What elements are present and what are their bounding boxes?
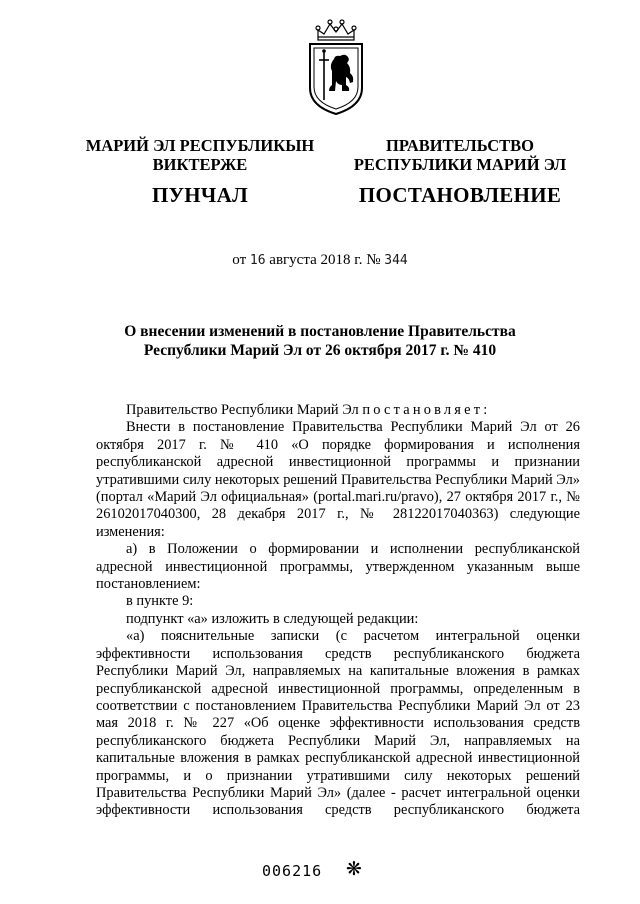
intro-verb: постановляет: <box>362 402 491 418</box>
header-right-line1: ПРАВИТЕЛЬСТВО <box>386 136 534 155</box>
coat-of-arms-icon <box>300 14 372 118</box>
date-month-year: августа 2018 г. № <box>269 252 381 268</box>
header-right <box>330 136 590 205</box>
document-title <box>100 322 540 360</box>
title-line2: Республики Марий Эл от 26 октября 2017 г. № 410 <box>143 342 497 359</box>
document-body <box>96 402 580 820</box>
title-line1: О внесении изменений в постановление Правительства <box>124 323 516 340</box>
header-left-doc-type: ПУНЧАЛ <box>151 183 249 207</box>
header-right-doc-type: ПОСТАНОВЛЕНИЕ <box>358 183 562 207</box>
date-prefix: от <box>232 252 247 268</box>
snowflake-mark-icon: ❋ <box>346 858 362 880</box>
paragraph-4: подпункт «а» изложить в следующей редакции: <box>126 610 419 627</box>
header-right-line2: РЕСПУБЛИКИ МАРИЙ ЭЛ <box>353 155 567 174</box>
intro-paragraph <box>96 402 580 419</box>
serial-number: 006216 <box>262 862 323 880</box>
date-line <box>0 252 640 269</box>
header-left <box>60 136 340 205</box>
document-number: 344 <box>384 253 408 268</box>
header-left-line1: МАРИЙ ЭЛ РЕСПУБЛИКЫН <box>85 136 315 155</box>
header-left-line2: ВИКТЕРЖЕ <box>152 155 248 174</box>
paragraph-5: «а) пояснительные записки (с расчетом интегральной оценки эффективности использования средств республиканского бюджета Республики Марий Эл, направляемых на капитальные вложения в рамках республиканской адресной инвестиционной программы, определенным в соответствии с постановлением Правительства Республики Марий Эл от 23 мая 2018 г. № 227 «Об оценке эффективности использования средств республиканского бюджета Республики Марий Эл, направляемых на капитальные вложения в рамках республиканской адресной инвестиционной программы, и о признании утратившими силу некоторых решений Правительства Республики Марий Эл» (далее - расчет интегральной оценки эффективности использования средств республиканского бюджета <box>96 628 580 819</box>
paragraph-3: в пункте 9: <box>126 593 194 610</box>
paragraph-1: Внести в постановление Правительства Республики Марий Эл от 26 октября 2017 г. № 410 «О порядке формирования и исполнения республиканской адресной инвестиционной программы и признании утратившими силу некоторых решений Правительства Республики Марий Эл» (портал «Марий Эл официальная» (portal.mari.ru/pravo), 27 октября 2017 г., № 26102017040300, 28 декабря 2017 г., № 28122017040363) следующие изменения: <box>96 419 580 540</box>
date-day: 16 <box>249 253 266 268</box>
intro-subject: Правительство Республики Марий Эл <box>126 402 363 418</box>
paragraph-2: а) в Положении о формировании и исполнении республиканской адресной инвестиционной программы, утвержденном указанным выше постановлением: <box>96 541 580 593</box>
